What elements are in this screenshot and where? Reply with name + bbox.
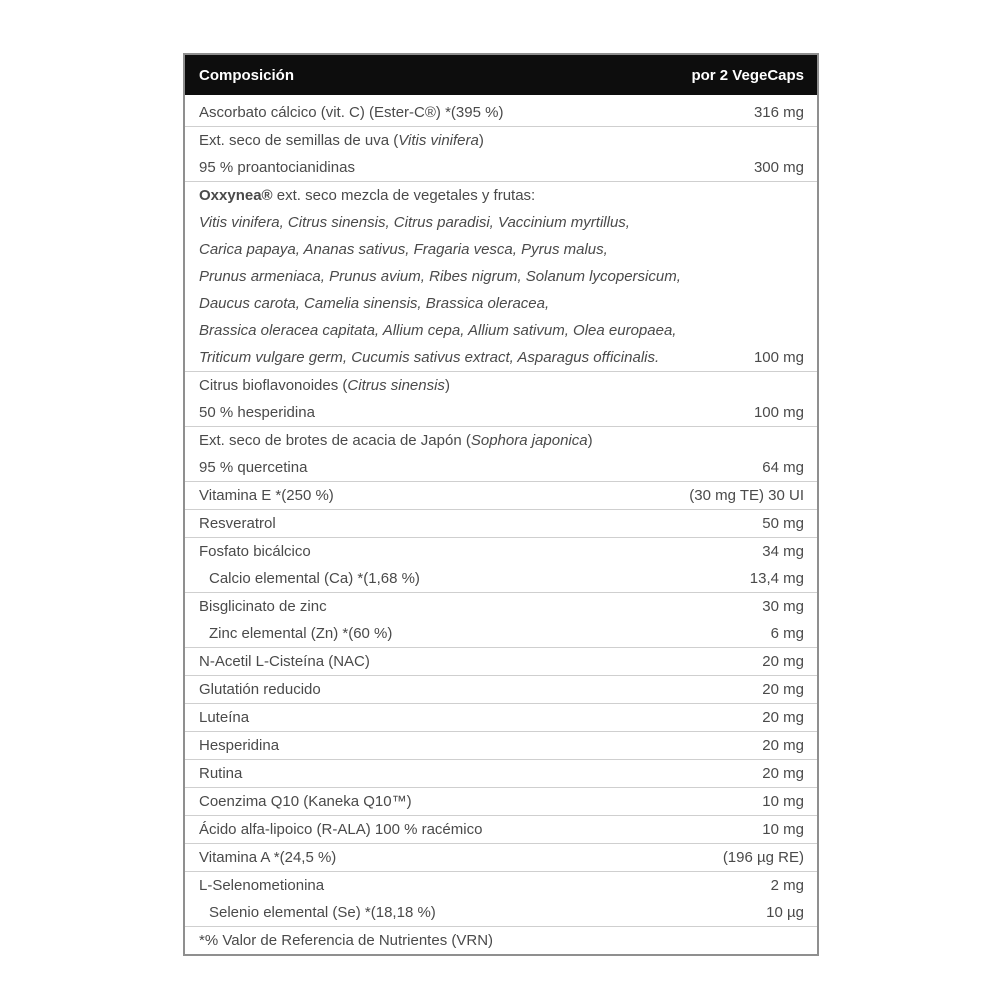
ingredient-label: Luteína — [199, 709, 250, 726]
ingredient-label: Brassica oleracea capitata, Allium cepa, Allium sativum, Olea europaea, — [199, 322, 677, 339]
row-citrus-bioflavonoides — [185, 372, 817, 427]
amount-value: 13,4 mg — [749, 570, 804, 587]
ingredient-label: Calcio elemental (Ca) *(1,68 %) — [209, 570, 420, 587]
table-row — [185, 427, 817, 454]
table-row — [185, 704, 817, 731]
table-row — [185, 263, 817, 290]
amount-value: 10 mg — [762, 793, 804, 810]
table-row — [185, 676, 817, 703]
table-row — [185, 154, 817, 181]
row-selenometionina — [185, 872, 817, 927]
row-oxxynea — [185, 182, 817, 372]
ingredient-label: Ascorbato cálcico (vit. C) (Ester-C®) *(395 %) — [199, 104, 504, 121]
amount-value: (30 mg TE) 30 UI — [689, 487, 804, 504]
table-body — [185, 95, 817, 954]
table-row — [185, 816, 817, 843]
table-row — [185, 620, 817, 647]
row-acido-alfa-lipoico — [185, 816, 817, 844]
amount-value: 64 mg — [762, 459, 804, 476]
row-vitamina-e — [185, 482, 817, 510]
table-row — [185, 788, 817, 815]
amount-value: 316 mg — [753, 104, 804, 121]
ingredient-label: 95 % proantocianidinas — [199, 159, 355, 176]
ingredient-label: L-Selenometionina — [199, 877, 325, 894]
row-fosfato-bicalcico — [185, 538, 817, 593]
table-row — [185, 593, 817, 620]
table-row — [185, 399, 817, 426]
serving-size-label: por 2 VegeCaps — [691, 66, 804, 84]
ingredient-label: Rutina — [199, 765, 243, 782]
ingredient-label: Vitis vinifera, Citrus sinensis, Citrus paradisi, Vaccinium myrtillus, — [199, 214, 630, 231]
amount-value: 20 mg — [762, 709, 804, 726]
ingredient-label: Carica papaya, Ananas sativus, Fragaria vesca, Pyrus malus, — [199, 241, 608, 258]
table-row — [185, 182, 817, 209]
ingredient-label: Resveratrol — [199, 515, 276, 532]
ingredient-label: Coenzima Q10 (Kaneka Q10™) — [199, 793, 412, 810]
row-coenzima-q10 — [185, 788, 817, 816]
amount-value: 20 mg — [762, 653, 804, 670]
row-luteina — [185, 704, 817, 732]
amount-value: 300 mg — [753, 159, 804, 176]
ingredient-label: Vitamina A *(24,5 %) — [199, 849, 337, 866]
ingredient-label: 50 % hesperidina — [199, 404, 315, 421]
table-row — [185, 290, 817, 317]
row-hesperidina — [185, 732, 817, 760]
ingredient-label: Citrus bioflavonoides (Citrus sinensis) — [199, 377, 450, 394]
table-row — [185, 209, 817, 236]
table-row — [185, 760, 817, 787]
composition-table — [183, 53, 819, 956]
table-row — [185, 648, 817, 675]
ingredient-label: Ext. seco de semillas de uva (Vitis vinifera) — [199, 132, 484, 149]
row-footnote — [185, 927, 817, 954]
table-row — [185, 127, 817, 154]
ingredient-label: Prunus armeniaca, Prunus avium, Ribes nigrum, Solanum lycopersicum, — [199, 268, 681, 285]
ingredient-label: Zinc elemental (Zn) *(60 %) — [209, 625, 393, 642]
table-row — [185, 538, 817, 565]
table-row — [185, 565, 817, 592]
amount-value: 34 mg — [762, 543, 804, 560]
ingredient-label: Daucus carota, Camelia sinensis, Brassica oleracea, — [199, 295, 550, 312]
ingredient-label: Glutatión reducido — [199, 681, 321, 698]
table-row — [185, 872, 817, 899]
row-resveratrol — [185, 510, 817, 538]
table-title: Composición — [199, 66, 295, 84]
ingredient-label: N-Acetil L-Cisteína (NAC) — [199, 653, 370, 670]
table-row — [185, 317, 817, 344]
amount-value: (196 µg RE) — [722, 849, 804, 866]
table-row — [185, 927, 817, 954]
amount-value: 6 mg — [770, 625, 804, 642]
amount-value: 10 µg — [766, 904, 804, 921]
ingredient-label: Ácido alfa-lipoico (R-ALA) 100 % racémico — [199, 821, 483, 838]
table-row — [185, 99, 817, 126]
row-bisglicinato-zinc — [185, 593, 817, 648]
row-acacia-japon — [185, 427, 817, 482]
row-ext-semillas-uva — [185, 127, 817, 182]
ingredient-label: Triticum vulgare germ, Cucumis sativus extract, Asparagus officinalis. — [199, 349, 660, 366]
row-glutation — [185, 676, 817, 704]
ingredient-label: Ext. seco de brotes de acacia de Japón (Sophora japonica) — [199, 432, 593, 449]
amount-value: 30 mg — [762, 598, 804, 615]
amount-value: 100 mg — [753, 404, 804, 421]
ingredient-label: Oxxynea® ext. seco mezcla de vegetales y frutas: — [199, 187, 536, 204]
amount-value: 20 mg — [762, 681, 804, 698]
table-row — [185, 482, 817, 509]
amount-value: 100 mg — [753, 349, 804, 366]
ingredient-label: Hesperidina — [199, 737, 280, 754]
table-row — [185, 844, 817, 871]
table-row — [185, 510, 817, 537]
table-row — [185, 236, 817, 263]
ingredient-label: *% Valor de Referencia de Nutrientes (VRN) — [199, 932, 494, 949]
amount-value: 20 mg — [762, 737, 804, 754]
ingredient-label: Selenio elemental (Se) *(18,18 %) — [209, 904, 436, 921]
ingredient-label: Fosfato bicálcico — [199, 543, 311, 560]
table-row — [185, 454, 817, 481]
ingredient-label: 95 % quercetina — [199, 459, 308, 476]
row-vitamina-a — [185, 844, 817, 872]
table-header — [185, 55, 817, 95]
row-nac — [185, 648, 817, 676]
ingredient-label: Bisglicinato de zinc — [199, 598, 327, 615]
row-rutina — [185, 760, 817, 788]
amount-value: 2 mg — [770, 877, 804, 894]
table-row — [185, 372, 817, 399]
row-ascorbato-calcico — [185, 95, 817, 127]
table-row — [185, 344, 817, 371]
amount-value: 10 mg — [762, 821, 804, 838]
ingredient-label: Vitamina E *(250 %) — [199, 487, 334, 504]
amount-value: 20 mg — [762, 765, 804, 782]
table-row — [185, 732, 817, 759]
table-row — [185, 899, 817, 926]
amount-value: 50 mg — [762, 515, 804, 532]
